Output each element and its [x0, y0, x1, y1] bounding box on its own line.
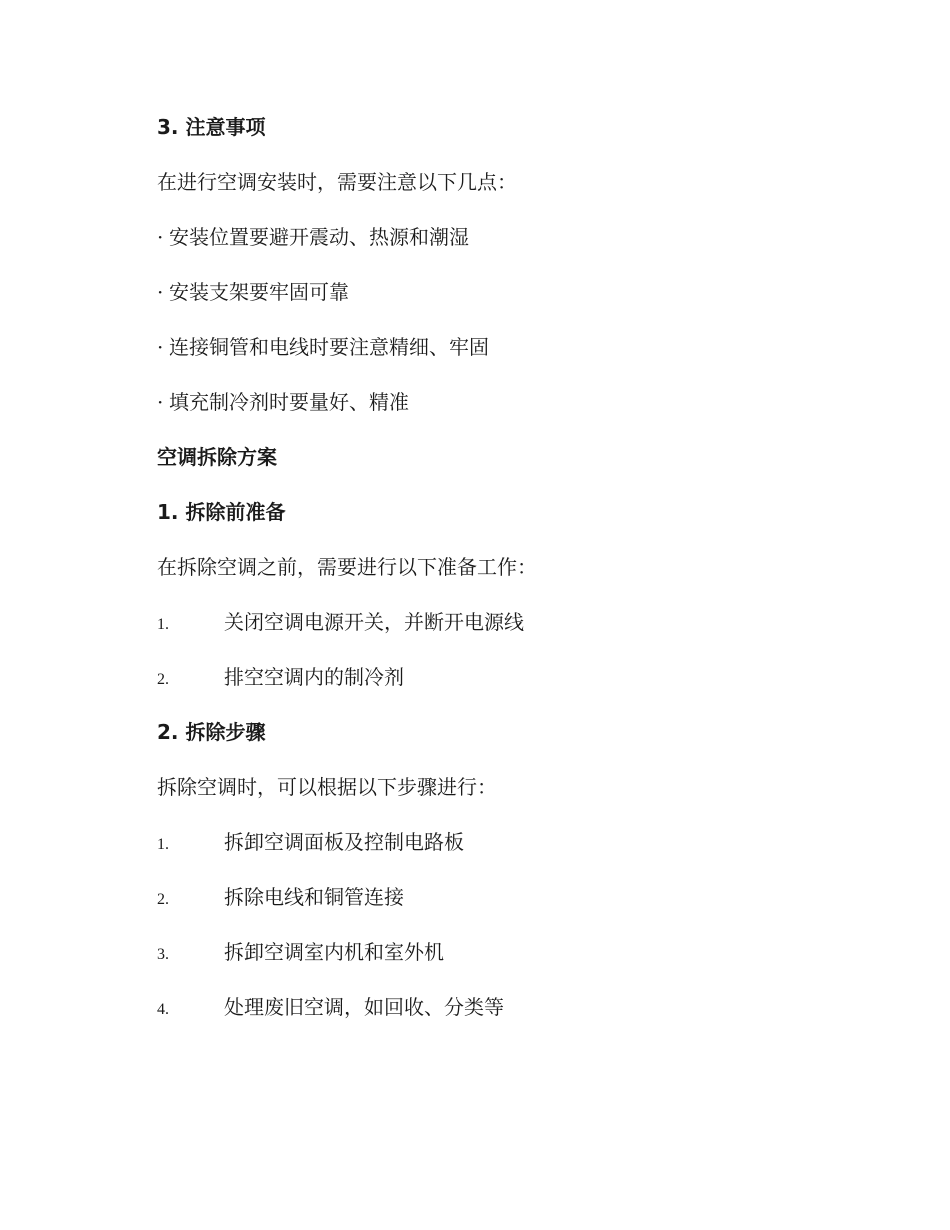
item-number: 1.	[157, 616, 169, 633]
bullet-text: 连接铜管和电线时要注意精细、牢固	[169, 335, 489, 359]
numbered-item	[157, 879, 797, 934]
item-text: 拆除电线和铜管连接	[224, 885, 404, 909]
item-text: 关闭空调电源开关，并断开电源线	[224, 610, 524, 634]
bullet-text: 安装位置要避开震动、热源和潮湿	[169, 225, 469, 249]
section-heading-notes: 3. 注意事项	[157, 115, 266, 139]
notes-intro: 在进行空调安装时，需要注意以下几点：	[157, 170, 517, 194]
bullet-dot: ·	[157, 225, 164, 249]
document-page	[157, 109, 797, 1044]
bullet-text: 填充制冷剂时要量好、精准	[169, 390, 409, 414]
item-number: 3.	[157, 946, 169, 963]
bullet-item	[157, 384, 797, 439]
bullet-item	[157, 219, 797, 274]
item-text: 处理废旧空调，如回收、分类等	[224, 995, 504, 1019]
numbered-item	[157, 824, 797, 879]
subsection-heading-steps: 2. 拆除步骤	[157, 720, 266, 744]
steps-intro: 拆除空调时，可以根据以下步骤进行：	[157, 775, 497, 799]
bullet-item	[157, 329, 797, 384]
item-text: 拆卸空调面板及控制电路板	[224, 830, 464, 854]
numbered-item	[157, 659, 797, 714]
numbered-item	[157, 604, 797, 659]
bullet-item	[157, 274, 797, 329]
numbered-item	[157, 989, 797, 1044]
item-number: 1.	[157, 836, 169, 853]
bullet-dot: ·	[157, 280, 164, 304]
preparation-intro: 在拆除空调之前，需要进行以下准备工作：	[157, 555, 537, 579]
item-text: 拆卸空调室内机和室外机	[224, 940, 444, 964]
bullet-dot: ·	[157, 390, 164, 414]
item-text: 排空空调内的制冷剂	[224, 665, 404, 689]
section-heading-removal-plan: 空调拆除方案	[157, 445, 277, 469]
item-number: 4.	[157, 1001, 169, 1018]
numbered-item	[157, 934, 797, 989]
bullet-dot: ·	[157, 335, 164, 359]
item-number: 2.	[157, 671, 169, 688]
bullet-text: 安装支架要牢固可靠	[169, 280, 349, 304]
subsection-heading-preparation: 1. 拆除前准备	[157, 500, 286, 524]
item-number: 2.	[157, 891, 169, 908]
